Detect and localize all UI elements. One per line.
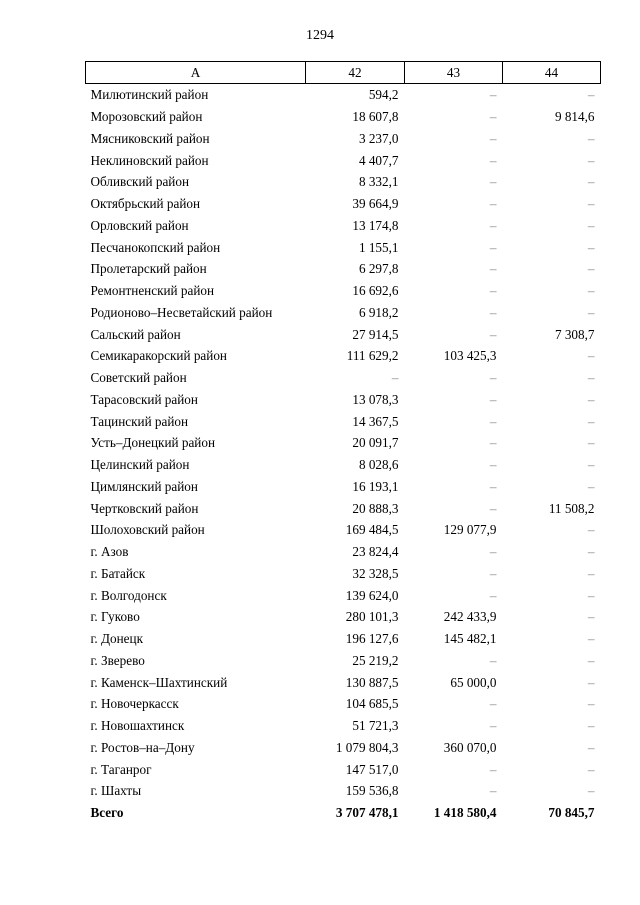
table-row [86, 541, 601, 563]
row-name: г. Азов [90, 544, 129, 560]
value-42: 280 101,3 [345, 609, 399, 625]
value-42: 25 219,2 [352, 652, 399, 668]
value-44: 9 814,6 [554, 109, 595, 125]
value-43: – [489, 500, 497, 516]
value-42: 3 707 478,1 [335, 805, 399, 821]
value-42: 139 624,0 [345, 587, 399, 603]
row-name: Сальский район [90, 326, 181, 342]
value-43: – [489, 587, 497, 603]
value-44: – [587, 739, 595, 755]
value-43: – [489, 435, 497, 451]
value-43: – [489, 413, 497, 429]
value-43: – [489, 261, 497, 277]
row-name: г. Каменск–Шахтинский [90, 674, 228, 690]
value-44: – [587, 478, 595, 494]
value-44: – [587, 391, 595, 407]
value-42: 1 155,1 [358, 239, 399, 255]
value-42: 6 918,2 [358, 304, 399, 320]
table-row [86, 606, 601, 628]
value-42: 104 685,5 [345, 696, 399, 712]
row-name: Всего [90, 805, 124, 821]
value-44: – [587, 761, 595, 777]
table-row [86, 758, 601, 780]
row-name: Милютинский район [90, 87, 209, 103]
value-43: – [489, 239, 497, 255]
row-name: г. Ростов–на–Дону [90, 739, 195, 755]
value-42: 147 517,0 [345, 761, 399, 777]
value-44: – [587, 370, 595, 386]
value-44: – [587, 304, 595, 320]
value-43: – [489, 565, 497, 581]
row-name: Советский район [90, 370, 187, 386]
value-42: 14 367,5 [352, 413, 399, 429]
value-43: – [489, 457, 497, 473]
value-44: – [587, 435, 595, 451]
value-42: 594,2 [368, 87, 399, 103]
table-row [86, 171, 601, 193]
value-43: – [489, 174, 497, 190]
table-row [86, 323, 601, 345]
table-row [86, 584, 601, 606]
value-43: – [489, 152, 497, 168]
value-43: – [489, 696, 497, 712]
table-row [86, 236, 601, 258]
value-43: – [489, 283, 497, 299]
value-44: – [587, 544, 595, 560]
table-row [86, 302, 601, 324]
table-row [86, 106, 601, 128]
value-43: – [489, 304, 497, 320]
value-42: 111 629,2 [346, 348, 399, 364]
value-44: – [587, 522, 595, 538]
table-row [86, 737, 601, 759]
row-name: Октябрьский район [90, 196, 201, 212]
value-44: – [587, 348, 595, 364]
value-43: – [489, 196, 497, 212]
total-row [86, 802, 601, 824]
table-body [86, 84, 601, 824]
value-43: – [489, 370, 497, 386]
row-name: г. Новошахтинск [90, 718, 185, 734]
row-name: Семикаракорский район [90, 348, 227, 364]
row-name: Усть–Донецкий район [90, 435, 216, 451]
value-43: – [489, 109, 497, 125]
table-row [86, 693, 601, 715]
value-43: 242 433,9 [443, 609, 497, 625]
table-row [86, 389, 601, 411]
value-44: – [587, 696, 595, 712]
value-43: – [489, 652, 497, 668]
table-row [86, 650, 601, 672]
value-43: 103 425,3 [443, 348, 497, 364]
value-42: 1 079 804,3 [335, 739, 399, 755]
table-row [86, 497, 601, 519]
value-42: 196 127,6 [345, 631, 399, 647]
row-name: г. Донецк [90, 631, 143, 647]
row-name: Ремонтненский район [90, 283, 215, 299]
row-name: Неклиновский район [90, 152, 209, 168]
value-44: – [587, 217, 595, 233]
value-43: – [489, 544, 497, 560]
header-col-43: 43 [405, 62, 503, 84]
table-row [86, 367, 601, 389]
value-42: 51 721,3 [352, 718, 399, 734]
value-43: 65 000,0 [450, 674, 497, 690]
value-42: 39 664,9 [352, 196, 399, 212]
value-44: – [587, 718, 595, 734]
table-row [86, 410, 601, 432]
value-44: – [587, 130, 595, 146]
value-42: 16 692,6 [352, 283, 399, 299]
header-col-a: А [86, 62, 306, 84]
value-42: 23 824,4 [352, 544, 399, 560]
row-name: Шолоховский район [90, 522, 205, 538]
table-row [86, 671, 601, 693]
value-42: 169 484,5 [345, 522, 399, 538]
row-name: г. Зверево [90, 652, 145, 668]
value-44: 7 308,7 [554, 326, 595, 342]
value-44: – [587, 565, 595, 581]
value-42: 159 536,8 [345, 783, 399, 799]
header-col-42: 42 [306, 62, 405, 84]
row-name: г. Новочеркасск [90, 696, 179, 712]
row-name: Целинский район [90, 457, 190, 473]
table-row [86, 432, 601, 454]
value-43: – [489, 478, 497, 494]
value-43: – [489, 718, 497, 734]
value-44: – [587, 631, 595, 647]
value-44: – [587, 174, 595, 190]
row-name: Тарасовский район [90, 391, 198, 407]
row-name: Тацинский район [90, 413, 189, 429]
value-44: 11 508,2 [548, 500, 595, 516]
budget-table [85, 61, 601, 824]
value-42: 6 297,8 [358, 261, 399, 277]
value-44: – [587, 283, 595, 299]
value-44: – [587, 196, 595, 212]
table-row [86, 454, 601, 476]
row-name: г. Таганрог [90, 761, 152, 777]
table-row [86, 780, 601, 802]
value-42: 8 332,1 [358, 174, 399, 190]
value-44: – [587, 587, 595, 603]
row-name: Орловский район [90, 217, 189, 233]
value-42: 20 888,3 [352, 500, 399, 516]
value-43: – [489, 761, 497, 777]
row-name: Мясниковский район [90, 130, 210, 146]
table-row [86, 149, 601, 171]
table-row [86, 563, 601, 585]
value-44: – [587, 783, 595, 799]
value-44: – [587, 674, 595, 690]
row-name: Цимлянский район [90, 478, 198, 494]
value-42: 27 914,5 [352, 326, 399, 342]
value-43: 145 482,1 [443, 631, 497, 647]
table-header [86, 62, 601, 84]
row-name: г. Гуково [90, 609, 140, 625]
value-43: – [489, 130, 497, 146]
row-name: г. Батайск [90, 565, 146, 581]
value-44: – [587, 261, 595, 277]
value-44: – [587, 652, 595, 668]
value-43: – [489, 217, 497, 233]
row-name: Морозовский район [90, 109, 203, 125]
value-44: 70 845,7 [548, 805, 595, 821]
table-row [86, 628, 601, 650]
table-row [86, 715, 601, 737]
table-row [86, 215, 601, 237]
value-43: – [489, 391, 497, 407]
row-name: Чертковский район [90, 500, 199, 516]
value-42: 16 193,1 [352, 478, 399, 494]
value-42: 13 078,3 [352, 391, 399, 407]
value-42: 4 407,7 [358, 152, 399, 168]
row-name: Обливский район [90, 174, 190, 190]
value-42: 130 887,5 [345, 674, 399, 690]
table-row [86, 128, 601, 150]
value-43: 129 077,9 [443, 522, 497, 538]
row-name: Песчанокопский район [90, 239, 221, 255]
value-42: – [391, 370, 399, 386]
table-row [86, 476, 601, 498]
page-number: 1294 [306, 28, 334, 43]
value-42: 18 607,8 [352, 109, 399, 125]
value-44: – [587, 239, 595, 255]
value-42: 8 028,6 [358, 457, 399, 473]
table-row [86, 519, 601, 541]
header-col-44: 44 [503, 62, 601, 84]
value-44: – [587, 457, 595, 473]
table-row [86, 280, 601, 302]
table-row [86, 258, 601, 280]
header-row [86, 62, 601, 84]
value-43: – [489, 87, 497, 103]
table-row [86, 84, 601, 106]
row-name: Пролетарский район [90, 261, 207, 277]
value-42: 3 237,0 [358, 130, 399, 146]
value-42: 13 174,8 [352, 217, 399, 233]
value-42: 32 328,5 [352, 565, 399, 581]
value-42: 20 091,7 [352, 435, 399, 451]
row-name: Родионово–Несветайский район [90, 304, 273, 320]
value-43: 360 070,0 [443, 739, 497, 755]
value-43: – [489, 783, 497, 799]
value-44: – [587, 609, 595, 625]
value-43: 1 418 580,4 [433, 805, 497, 821]
value-44: – [587, 152, 595, 168]
row-name: г. Шахты [90, 783, 142, 799]
table-row [86, 193, 601, 215]
value-44: – [587, 413, 595, 429]
value-44: – [587, 87, 595, 103]
table-row [86, 345, 601, 367]
value-43: – [489, 326, 497, 342]
row-name: г. Волгодонск [90, 587, 167, 603]
